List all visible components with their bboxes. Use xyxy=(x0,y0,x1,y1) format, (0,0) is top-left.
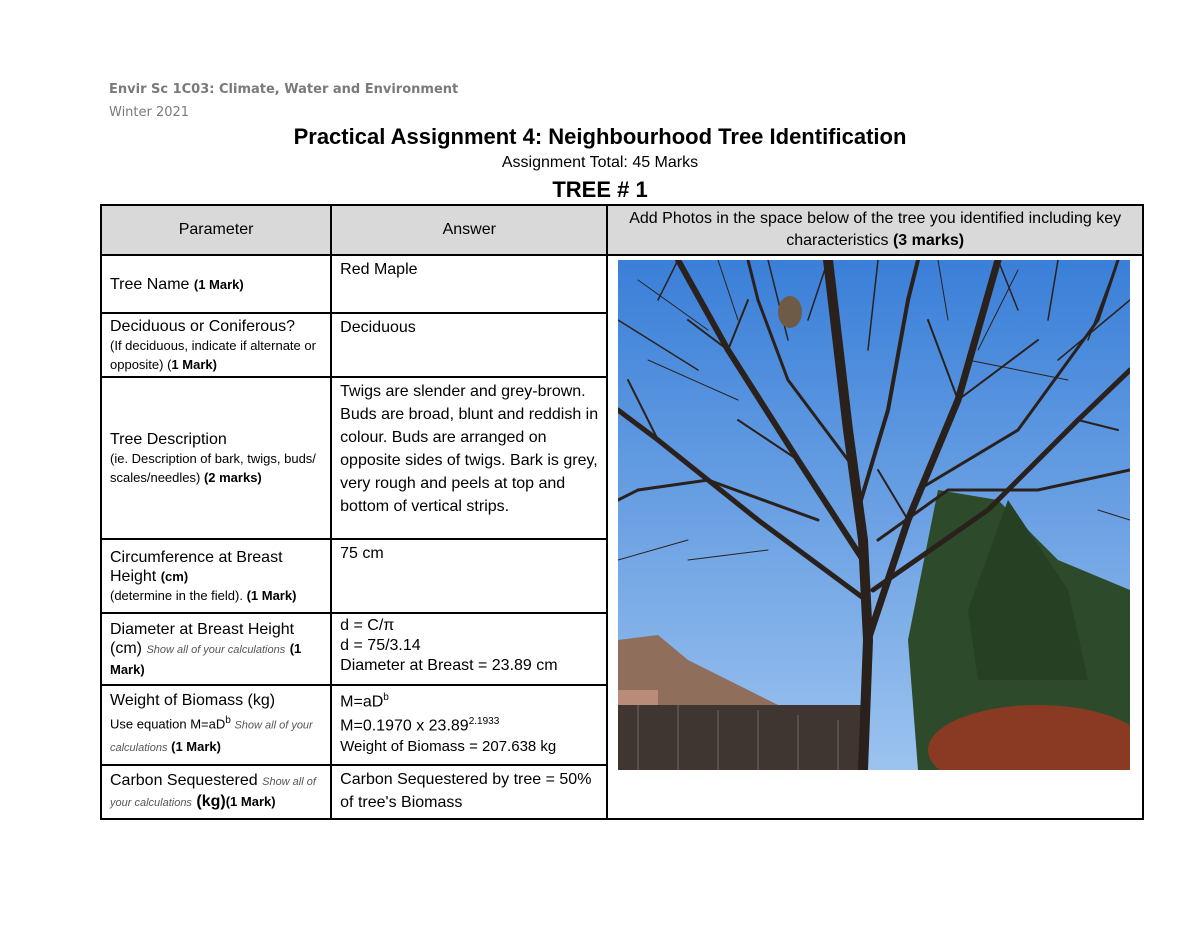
header-photo-marks: (3 marks) xyxy=(892,232,965,249)
answer-circumference[interactable]: 75 cm xyxy=(331,539,607,613)
header-photo-text: Add Photos in the space below of the tree you identified including key characteristics xyxy=(629,210,1122,249)
param-sub-text: (If deciduous, indicate if alternate or opposite) ( xyxy=(110,337,316,372)
param-hint: Show all of your calculations xyxy=(146,643,286,656)
param-diameter xyxy=(101,613,331,685)
param-hint: Show all of your calculations xyxy=(110,776,316,809)
eq2-sup: 2.1933 xyxy=(468,716,500,728)
answer-deciduous[interactable]: Deciduous xyxy=(331,313,607,377)
param-label: Diameter at Breast Height (cm) xyxy=(110,620,295,657)
photo-cell[interactable] xyxy=(607,255,1143,819)
answer-diameter[interactable] xyxy=(331,613,607,685)
param-marks: (1 Mark) xyxy=(110,640,302,677)
term-label: Winter 2021 xyxy=(109,105,190,120)
param-unit: (kg) xyxy=(196,793,226,810)
param-sub xyxy=(110,449,322,487)
param-label: Tree Name xyxy=(110,275,190,293)
param-marks: (1 Mark) xyxy=(246,587,297,603)
fence xyxy=(618,705,868,770)
param-hint: Show all of your calculations xyxy=(110,719,313,755)
header-parameter: Parameter xyxy=(101,205,331,255)
answer-line: Diameter at Breast = 23.89 cm xyxy=(340,657,558,674)
answer-line: d = C/π xyxy=(340,617,395,634)
header-answer: Answer xyxy=(331,205,607,255)
table-header-row xyxy=(101,205,1143,255)
param-sub xyxy=(110,586,322,605)
assignment-total: Assignment Total: 45 Marks xyxy=(501,154,699,171)
param-marks: 1 Mark) xyxy=(171,356,217,372)
nest xyxy=(778,296,802,328)
param-label xyxy=(110,548,322,586)
param-sub-text: (ie. Description of bark, twigs, buds/ scales/needles) xyxy=(110,450,316,485)
param-label: Weight of Biomass (kg) xyxy=(110,691,276,709)
eq1-sup: b xyxy=(383,692,389,703)
param-carbon xyxy=(101,765,331,819)
eq2-text: M=0.1970 x 23.89 xyxy=(340,717,469,735)
answer-carbon[interactable]: Carbon Sequestered by tree = 50% of tree's Biomass xyxy=(331,765,607,819)
answer-line: d = 75/3.14 xyxy=(340,637,421,654)
param-sub-text: (determine in the field). xyxy=(110,587,243,603)
answer-tree-name[interactable]: Red Maple xyxy=(331,255,607,313)
equation-line xyxy=(340,712,598,736)
param-sub xyxy=(110,710,322,759)
answer-description[interactable]: Twigs are slender and grey-brown. Buds are broad, blunt and reddish in colour. Buds are arranged on opposite sides of twigs. Bark is grey, very rough and peels at top and bottom of vertical strips. xyxy=(331,377,607,539)
param-deciduous xyxy=(101,313,331,377)
tree-number-heading: TREE # 1 xyxy=(552,177,648,202)
eq1-text: M=aD xyxy=(340,693,384,711)
page-title: Practical Assignment 4: Neighbourhood Tree Identification xyxy=(293,124,907,149)
param-marks: (1 Mark) xyxy=(171,739,221,755)
param-label: Deciduous or Coniferous? xyxy=(110,317,295,335)
param-tree-name xyxy=(101,255,331,313)
param-label: Tree Description xyxy=(110,430,227,448)
course-title: Envir Sc 1C03: Climate, Water and Environment xyxy=(109,82,459,97)
header-photo xyxy=(607,205,1143,255)
param-label-text: Circumference at Breast Height xyxy=(110,548,283,585)
equation-line: Weight of Biomass = 207.638 kg xyxy=(340,737,557,755)
param-sub-sup: b xyxy=(225,714,231,726)
param-description xyxy=(101,377,331,539)
param-biomass xyxy=(101,685,331,765)
table-row xyxy=(101,255,1143,313)
param-unit: (cm) xyxy=(160,568,189,584)
equation-line xyxy=(340,688,598,712)
tree-photo xyxy=(618,260,1130,770)
param-label: Carbon Sequestered xyxy=(110,772,258,789)
tree-table xyxy=(100,204,1144,820)
param-circumference xyxy=(101,539,331,613)
param-marks: (2 marks) xyxy=(203,469,262,485)
param-marks: (1 Mark) xyxy=(225,794,276,809)
param-marks: (1 Mark) xyxy=(193,276,244,292)
answer-biomass[interactable] xyxy=(331,685,607,765)
param-sub-text: Use equation M=aD xyxy=(110,716,226,732)
param-sub xyxy=(110,336,322,374)
